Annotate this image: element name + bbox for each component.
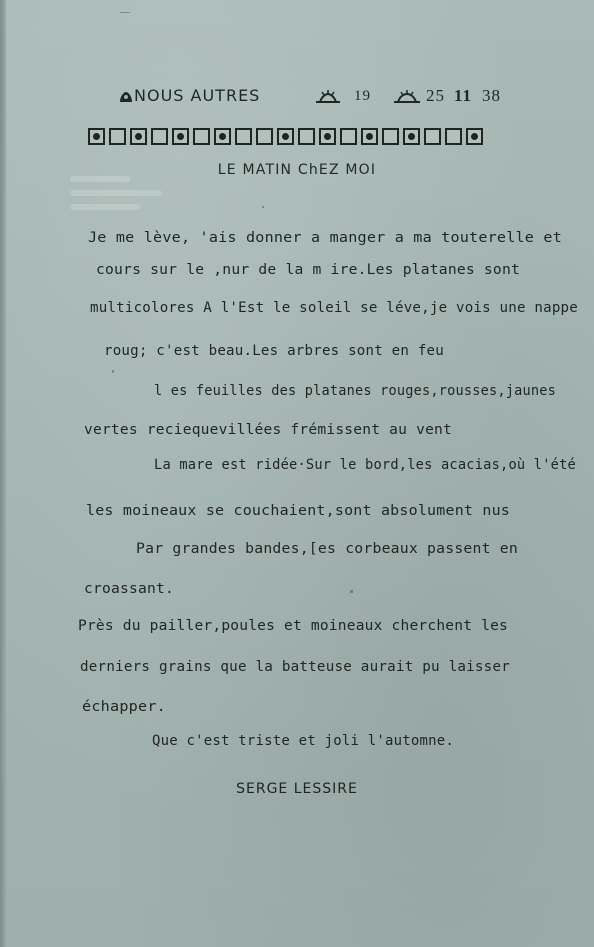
body-line: derniers grains que la batteuse aurait pu laisser — [80, 659, 510, 675]
border-cell-1 — [109, 128, 126, 145]
border-cell-15 — [403, 128, 420, 145]
border-cell-11 — [319, 128, 336, 145]
border-cell-7 — [235, 128, 252, 145]
body-line: Je me lève, 'ais donner a manger a ma touterelle et — [88, 230, 562, 246]
border-cell-8 — [256, 128, 273, 145]
publication-name: NOUS AUTRES — [134, 86, 261, 105]
fleuron-icon — [118, 90, 134, 104]
body-line: croassant. — [84, 581, 174, 597]
ink-speck — [350, 590, 353, 593]
border-cell-14 — [382, 128, 399, 145]
body-line: La mare est ridée·Sur le bord,les acacias,où l'été — [154, 457, 576, 473]
ink-speck — [262, 206, 264, 208]
author-signature: SERGE LESSIRE — [236, 781, 358, 797]
body-line: les moineaux se couchaient,sont absolument nus — [86, 503, 510, 519]
border-cell-3 — [151, 128, 168, 145]
body-line: Par grandes bandes,[es corbeaux passent en — [136, 541, 518, 557]
body-line: Que c'est triste et joli l'automne. — [152, 733, 454, 749]
body-line: Près du pailler,poules et moineaux cherchent les — [78, 618, 508, 634]
sunburst-ornament-icon — [314, 90, 342, 104]
sunburst-ornament-icon-2 — [392, 90, 422, 104]
body-line: roug; c'est beau.Les arbres sont en feu — [104, 343, 444, 359]
body-line: vertes reciequevillées frémissent au vent — [84, 422, 452, 438]
border-cell-2 — [130, 128, 147, 145]
body-line: multicolores A l'Est le soleil se léve,je vois une nappe — [90, 300, 578, 316]
border-cell-10 — [298, 128, 315, 145]
header-year-prefix: 19 — [354, 88, 371, 104]
body-line: cours sur le ,nur de la m ire.Les platanes sont — [96, 262, 520, 278]
border-cell-9 — [277, 128, 294, 145]
border-cell-4 — [172, 128, 189, 145]
body-line: l es feuilles des platanes rouges,rousses,jaunes — [154, 383, 556, 399]
decorative-border — [88, 128, 558, 148]
page-title: LE MATIN ChEZ MOI — [217, 162, 377, 178]
border-cell-17 — [445, 128, 462, 145]
page-left-edge — [0, 0, 6, 947]
body-line: échapper. — [82, 699, 166, 715]
border-cell-6 — [214, 128, 231, 145]
header-month: 11 — [454, 86, 473, 105]
border-cell-12 — [340, 128, 357, 145]
border-cell-13 — [361, 128, 378, 145]
ink-speck — [112, 370, 114, 373]
border-cell-5 — [193, 128, 210, 145]
border-cell-0 — [88, 128, 105, 145]
page-header — [118, 86, 518, 112]
ink-speck — [120, 12, 130, 13]
border-cell-18 — [466, 128, 483, 145]
header-year: 38 — [482, 86, 501, 105]
border-cell-16 — [424, 128, 441, 145]
header-day: 25 — [426, 86, 445, 105]
